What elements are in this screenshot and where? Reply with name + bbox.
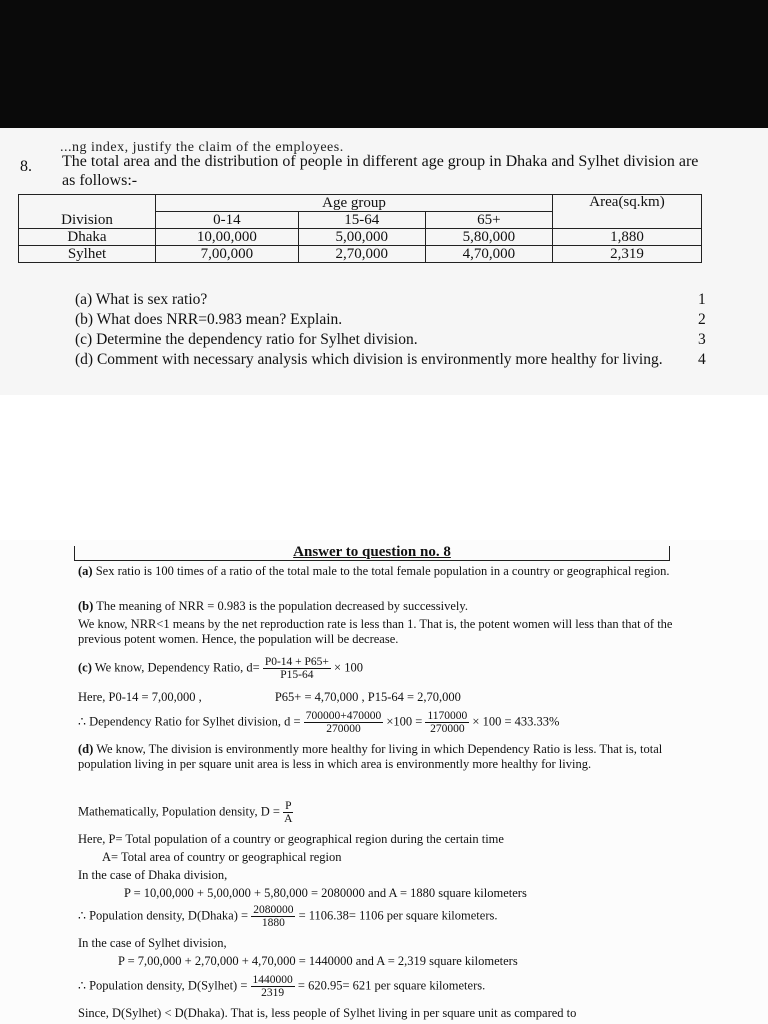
fraction-numerator: P (285, 800, 292, 812)
calc-fraction-2 (425, 710, 469, 735)
answer-a (78, 564, 678, 579)
answer-d (78, 742, 678, 772)
cell-age-15-64: 5,00,000 (298, 229, 425, 246)
sylhet-fraction (251, 974, 295, 999)
cell-division: Dhaka (19, 229, 156, 246)
fraction-numerator: 1440000 (252, 974, 293, 986)
answer-c-here (78, 690, 678, 705)
answer-b (78, 599, 678, 614)
table-row (19, 229, 702, 246)
question-number: 8. (20, 158, 32, 175)
since-conclusion: Since, D(Sylhet) < D(Dhaka). That is, less people of Sylhet living in per square unit as compared to (78, 1006, 577, 1020)
density-formula (78, 800, 678, 825)
answer-b-label: (b) (78, 599, 94, 613)
fraction-numerator: 700000+470000 (305, 710, 382, 722)
mark-a: 1 (698, 291, 706, 308)
answer-a-text: Sex ratio is 100 times of a ratio of the total male to the total female population in a country or geographical region. (95, 564, 670, 578)
mark-c: 3 (698, 331, 706, 348)
cell-area: 2,319 (553, 246, 702, 263)
fraction-denominator: 1880 (261, 917, 285, 929)
dhaka-fraction (251, 904, 295, 929)
fraction-denominator: 2319 (261, 987, 285, 999)
fraction-numerator: 1170000 (427, 710, 468, 722)
sylhet-density-post: = 620.95= 621 per square kilometers. (297, 978, 486, 993)
dhaka-density-pre: ∴ Population density, D(Dhaka) = (78, 908, 249, 923)
answer-a-label: (a) (78, 564, 93, 578)
cell-age-0-14: 7,00,000 (156, 246, 299, 263)
dark-scan-margin (0, 0, 768, 128)
density-here-p: Here, P= Total population of a country or geographical region during the certain time (78, 832, 504, 846)
subquestion-b: (b) What does NRR=0.983 mean? Explain. (75, 311, 343, 328)
answer-heading: Answer to question no. 8 (293, 544, 451, 560)
age-col-15-64: 15-64 (298, 212, 425, 229)
fraction-denominator: P15-64 (280, 669, 314, 681)
answer-b-explanation: We know, NRR<1 means by the net reproduction rate is less than 1. That is, the potent women will less than that of the previous potent women. Hence, the population will be decrease. (78, 617, 673, 646)
answer-c-calc (78, 710, 678, 735)
answer-heading-box (74, 546, 670, 561)
calc-fraction-1 (304, 710, 384, 735)
answer-c-mid: ×100 = (386, 714, 423, 729)
density-fraction (283, 800, 293, 825)
dhaka-case: In the case of Dhaka division, (78, 868, 228, 882)
dependency-fraction (263, 656, 331, 681)
cell-area: 1,880 (553, 229, 702, 246)
answer-c-intro: We know, Dependency Ratio, d= (94, 660, 260, 675)
answer-c-here-text: Here, P0-14 = 7,00,000 , (78, 690, 202, 704)
age-col-0-14: 0-14 (156, 212, 299, 229)
cell-age-65plus: 5,80,000 (425, 229, 552, 246)
cell-age-15-64: 2,70,000 (298, 246, 425, 263)
answer-c-therefore: ∴ Dependency Ratio for Sylhet division, d = (78, 714, 301, 729)
population-table (18, 194, 702, 263)
fraction-numerator: P0-14 + P65+ (264, 656, 329, 668)
sylhet-density (78, 974, 678, 999)
mark-b: 2 (698, 311, 706, 328)
fraction-denominator: 270000 (430, 723, 465, 735)
answer-c-tail: × 100 (334, 660, 363, 675)
dhaka-total: P = 10,00,000 + 5,00,000 + 5,80,000 = 2080000 and A = 1880 square kilometers (124, 886, 527, 900)
question-text: The total area and the distribution of people in different age group in Dhaka and Sylhet division are as follows:- (62, 153, 699, 189)
mark-d: 4 (698, 351, 706, 368)
sylhet-total: P = 7,00,000 + 2,70,000 + 4,70,000 = 1440000 and A = 2,319 square kilometers (118, 954, 518, 968)
cell-division: Sylhet (19, 246, 156, 263)
answer-c-label: (c) (78, 660, 92, 675)
sylhet-density-pre: ∴ Population density, D(Sylhet) = (78, 978, 248, 993)
fraction-denominator: A (284, 813, 293, 825)
cell-age-0-14: 10,00,000 (156, 229, 299, 246)
dhaka-density-post: = 1106.38= 1106 per square kilometers. (298, 908, 498, 923)
density-here-a: A= Total area of country or geographical region (102, 850, 342, 864)
division-header: Division (19, 195, 156, 229)
answer-c-formula (78, 656, 678, 681)
table-row (19, 246, 702, 263)
cut-previous-line: ...ng index, justify the claim of the employees. (60, 140, 344, 155)
question-scan (0, 0, 768, 395)
subquestion-c: (c) Determine the dependency ratio for Sylhet division. (75, 331, 418, 348)
age-col-65plus: 65+ (425, 212, 552, 229)
answer-c-here-values: P65+ = 4,70,000 , P15-64 = 2,70,000 (274, 690, 461, 704)
fraction-numerator: 2080000 (253, 904, 294, 916)
subquestion-a: (a) What is sex ratio? (75, 291, 208, 308)
density-formula-text: Mathematically, Population density, D = (78, 804, 280, 819)
answer-d-text: We know, The division is environmently more healthy for living in which Dependency Ratio is less. That is, total population living in per square unit area is less in which area is environmently more healthy for living. (78, 742, 663, 771)
dhaka-density (78, 904, 678, 929)
age-group-header: Age group (156, 195, 553, 212)
subquestion-d: (d) Comment with necessary analysis which division is environmently more healthy for living. (75, 351, 663, 368)
answer-b-text: The meaning of NRR = 0.983 is the population decreased by successively. (96, 599, 468, 613)
sylhet-case: In the case of Sylhet division, (78, 936, 227, 950)
area-header: Area(sq.km) (553, 195, 702, 229)
fraction-denominator: 270000 (326, 723, 361, 735)
answer-d-label: (d) (78, 742, 94, 756)
cell-age-65plus: 4,70,000 (425, 246, 552, 263)
answer-c-result: × 100 = 433.33% (472, 714, 560, 729)
